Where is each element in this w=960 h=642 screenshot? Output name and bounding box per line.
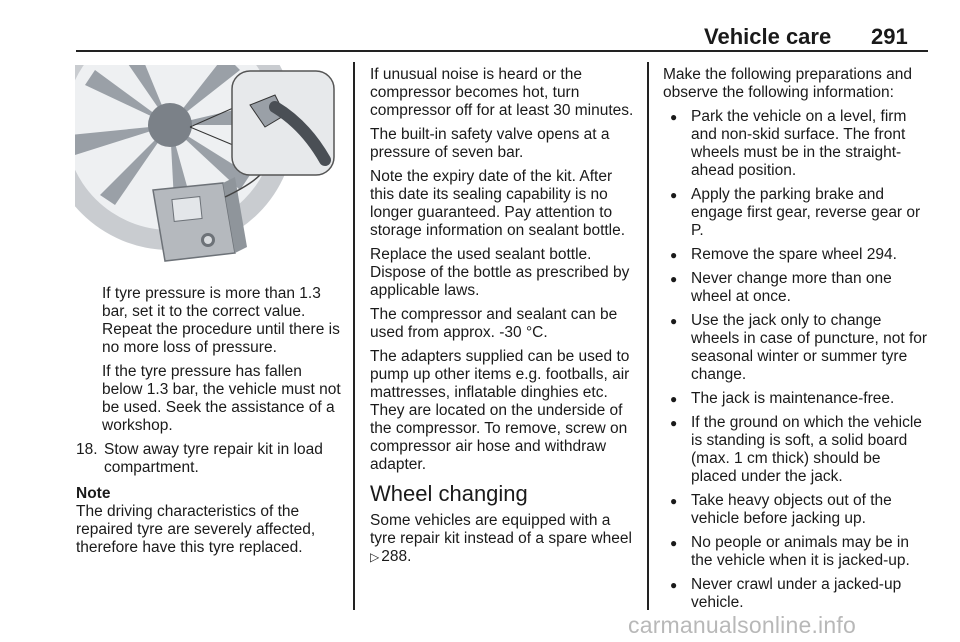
paragraph: The built-in safety valve opens at a pressure of seven bar. <box>370 126 610 161</box>
paragraph: The adapters supplied can be used to pump up other items e.g. footballs, air mattresses, inflatable dinghies etc. They are located on the underside of the compressor. To remove, screw on compressor air hose and withdraw adapter. <box>370 348 630 473</box>
column-divider-right <box>647 62 649 610</box>
note-text: The driving characteristics of the repaired tyre are severely affected, therefore have this tyre replaced. <box>76 503 316 556</box>
intro-paragraph: Make the following preparations and observe the following information: <box>663 66 913 101</box>
page-section-title: Vehicle care <box>704 24 832 49</box>
list-item: ● The jack is maintenance-free. <box>663 390 929 408</box>
list-item: ● Remove the spare wheel 294. <box>663 246 929 264</box>
preparation-list <box>663 108 929 612</box>
low-pressure-paragraph: If the tyre pressure has fallen below 1.3 bar, the vehicle must not be used. Seek the assistance of a workshop. <box>102 363 341 434</box>
section-heading: Wheel changing <box>370 481 528 506</box>
column-divider-left <box>353 62 355 610</box>
list-item: ● Take heavy objects out of the vehicle before jacking up. <box>663 492 929 528</box>
header-divider <box>76 50 928 52</box>
tyre-repair-kit-illustration <box>75 65 340 273</box>
list-item: ● If the ground on which the vehicle is standing is soft, a solid board (max. 1 cm thick) should be placed under the jack. <box>663 414 929 486</box>
heading-paragraph <box>370 512 638 566</box>
tyre-pressure-paragraph: If tyre pressure is more than 1.3 bar, set it to the correct value. Repeat the procedure until there is no more loss of pressure. <box>102 285 340 356</box>
page-reference-icon: ▷ <box>370 550 380 564</box>
paragraph: If unusual noise is heard or the compressor becomes hot, turn compressor off for at least 30 minutes. <box>370 66 634 119</box>
note-title: Note <box>76 485 111 502</box>
step-number: 18. <box>76 441 98 458</box>
list-item: ● Never crawl under a jacked-up vehicle. <box>663 576 929 612</box>
list-item: ● Apply the parking brake and engage first gear, reverse gear or P. <box>663 186 929 240</box>
heading-text: Some vehicles are equipped with a tyre repair kit instead of a spare wheel <box>370 512 632 547</box>
step-text: Stow away tyre repair kit in load compartment. <box>104 441 323 476</box>
paragraph: Replace the used sealant bottle. Dispose of the bottle as prescribed by applicable laws. <box>370 246 630 299</box>
paragraph: The compressor and sealant can be used from approx. -30 °C. <box>370 306 618 341</box>
paragraph: Note the expiry date of the kit. After this date its sealing capability is no longer guaranteed. Pay attention to storage information on sealant bottle. <box>370 168 626 239</box>
watermark: carmanualsonline.info <box>628 612 856 638</box>
list-item: ● Use the jack only to change wheels in case of puncture, not for seasonal winter or summer tyre change. <box>663 312 929 384</box>
page-number: 291 <box>871 24 908 49</box>
column-right <box>663 66 929 618</box>
list-item: ● No people or animals may be in the vehicle when it is jacked-up. <box>663 534 929 570</box>
column-middle <box>370 66 638 572</box>
list-item: ● Park the vehicle on a level, firm and non-skid surface. The front wheels must be in the straight-ahead position. <box>663 108 929 180</box>
column-left <box>76 285 344 557</box>
step-18 <box>76 441 344 477</box>
list-item: ● Never change more than one wheel at once. <box>663 270 929 306</box>
page-reference-link[interactable]: 288. <box>381 548 412 565</box>
